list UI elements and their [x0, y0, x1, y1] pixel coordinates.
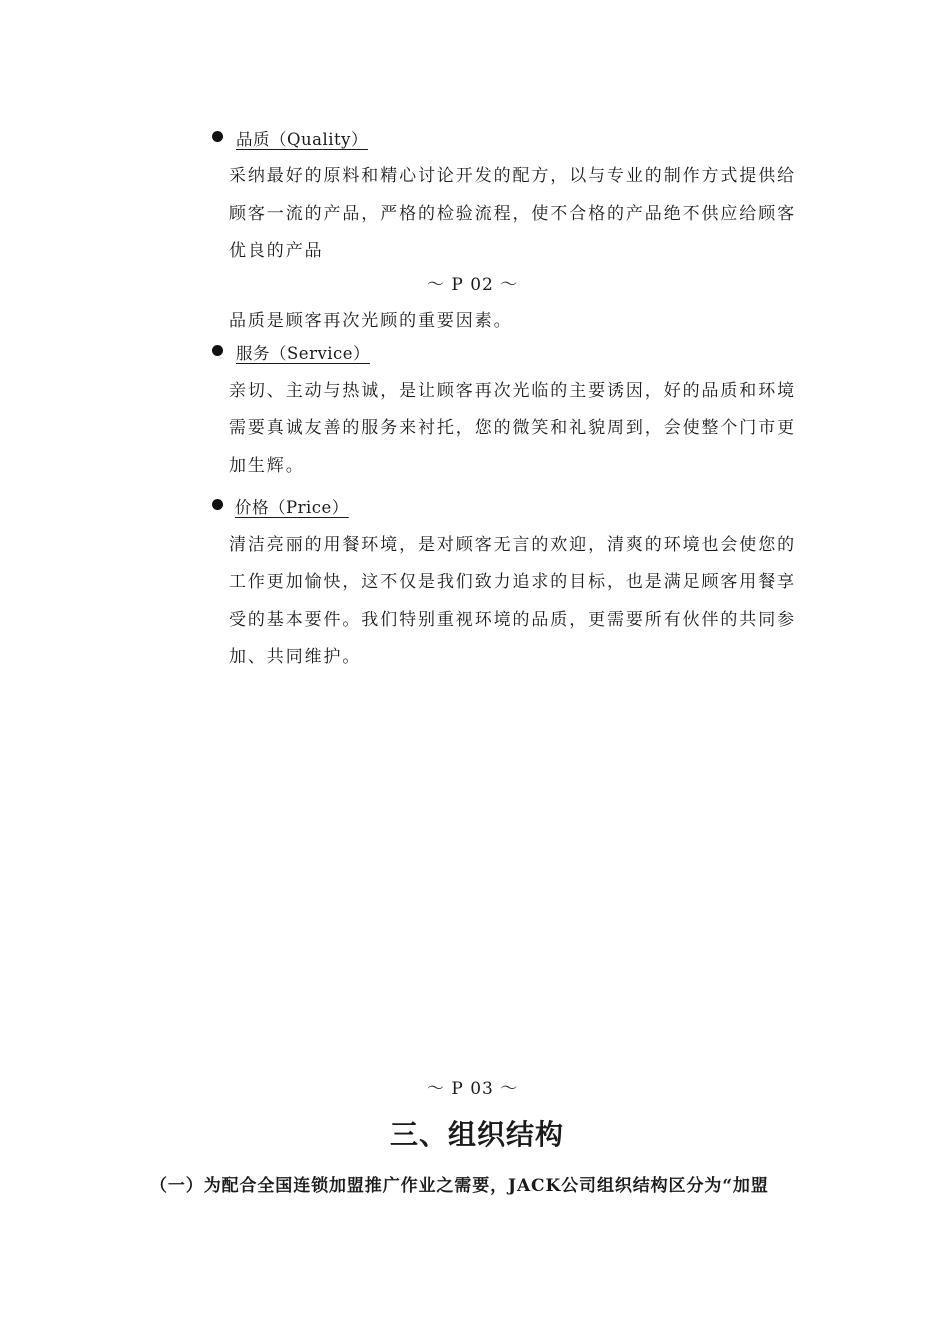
price-line-4: 加、共同维护。: [229, 647, 362, 667]
service-line-1: 亲切、主动与热诚，是让顾客再次光临的主要诱因，好的品质和环境: [229, 381, 796, 401]
price-line-1: 清洁亮丽的用餐环境，是对顾客无言的欢迎，清爽的环境也会使您的: [229, 535, 796, 555]
service-line-2: 需要真诚友善的服务来衬托，您的微笑和礼貌周到，会使整个门市更: [229, 418, 796, 438]
bullet-price: [212, 499, 223, 510]
bullet-quality: [212, 131, 223, 142]
quality-line-1: 采纳最好的原料和精心讨论开发的配方，以与专业的制作方式提供给: [229, 166, 796, 186]
quality-line-3: 优良的产品: [229, 241, 324, 261]
price-line-3: 受的基本要件。我们特别重视环境的品质，更需要所有伙伴的共同参: [229, 610, 796, 630]
section-title: 三、组织结构: [390, 1118, 565, 1151]
price-heading: 价格（Price）: [235, 498, 349, 517]
service-heading: 服务（Service）: [236, 344, 371, 363]
bullet-service: [212, 345, 223, 356]
page-marker-p03: ～ P 03 ～: [427, 1079, 519, 1099]
quality-heading: 品质（Quality）: [236, 130, 368, 149]
service-line-3: 加生辉。: [229, 456, 305, 476]
section-intro: （一）为配合全国连锁加盟推广作业之需要，JACK公司组织结构区分为“加盟: [150, 1176, 769, 1196]
quality-continuation: 品质是顾客再次光顾的重要因素。: [229, 311, 513, 331]
page-marker-p02: ～ P 02 ～: [427, 275, 519, 295]
quality-line-2: 顾客一流的产品，严格的检验流程，使不合格的产品绝不供应给顾客: [229, 204, 796, 224]
price-line-2: 工作更加愉快，这不仅是我们致力追求的目标，也是满足顾客用餐享: [229, 572, 796, 592]
